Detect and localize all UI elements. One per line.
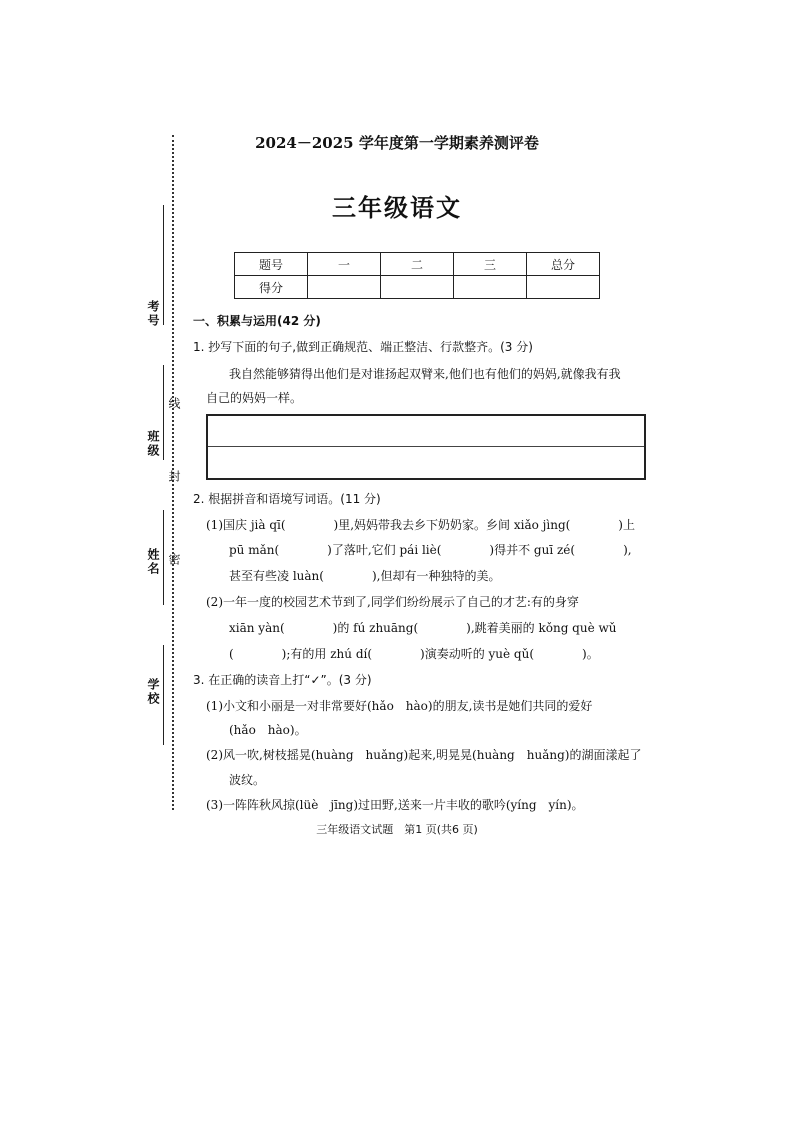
question-2-line: pū mǎn( )了落叶,它们 pái liè( )得并不 guī zé( ), — [229, 543, 632, 557]
margin-label-xingming: 姓名 — [146, 548, 160, 576]
score-table-header-row — [235, 253, 600, 276]
score-input-cell[interactable] — [454, 276, 527, 299]
banji-blank-line[interactable] — [163, 365, 164, 460]
kaohao-blank-line[interactable] — [163, 205, 164, 325]
question-1-prompt: 1. 抄写下面的句子,做到正确规范、端正整洁、行款整齐。(3 分) — [193, 340, 533, 354]
xuexiao-blank-line[interactable] — [163, 645, 164, 745]
question-3-line: 波纹。 — [229, 773, 266, 787]
question-1-text-line: 自己的妈妈一样。 — [206, 391, 303, 405]
question-2-line: ( );有的用 zhú dí( )演奏动听的 yuè qǔ( )。 — [229, 647, 599, 661]
copy-box-divider — [208, 446, 644, 447]
question-2-line: (2)一年一度的校园艺术节到了,同学们纷纷展示了自己的才艺:有的身穿 — [206, 595, 579, 609]
question-2-line: xiān yàn( )的 fú zhuāng( ),跳着美丽的 kǒng què wǔ — [229, 621, 617, 635]
exam-subtitle: 2024－2025 学年度第一学期素养测评卷 — [255, 134, 539, 152]
margin-label-xuexiao: 学校 — [146, 678, 160, 706]
score-table-cell: 一 — [308, 253, 381, 276]
score-table-cell: 三 — [454, 253, 527, 276]
score-input-cell[interactable] — [527, 276, 600, 299]
question-2-line: (1)国庆 jià qī( )里,妈妈带我去乡下奶奶家。乡间 xiǎo jìng( )上 — [206, 518, 635, 532]
margin-mark-feng: 封 — [167, 470, 181, 484]
copy-writing-box[interactable] — [206, 414, 646, 480]
question-3-prompt: 3. 在正确的读音上打“✓”。(3 分) — [193, 673, 372, 687]
margin-mark-xian: 线 — [167, 397, 181, 411]
exam-title: 三年级语文 — [332, 193, 462, 222]
page-footer: 三年级语文试题 第1 页(共6 页) — [316, 823, 478, 836]
question-2-line: 甚至有些凌 luàn( ),但却有一种独特的美。 — [229, 569, 501, 583]
xingming-blank-line[interactable] — [163, 510, 164, 605]
score-table-score-row — [235, 276, 600, 299]
question-3-line: (1)小文和小丽是一对非常要好(hǎo hào)的朋友,读书是她们共同的爱好 — [206, 699, 593, 713]
question-3-line: (hǎo hào)。 — [229, 723, 307, 737]
score-input-cell[interactable] — [381, 276, 454, 299]
section-heading: 一、积累与运用(42 分) — [193, 314, 321, 328]
question-3-line: (3)一阵阵秋风掠(lüè jīng)过田野,送来一片丰收的歌吟(yíng yín)。 — [206, 798, 584, 812]
question-3-line: (2)风一吹,树枝摇晃(huàng huǎng)起来,明晃晃(huàng huǎng)的湖面漾起了 — [206, 748, 642, 762]
question-1-text-line: 我自然能够猜得出他们是对谁扬起双臂来,他们也有他们的妈妈,就像我有我 — [229, 367, 621, 381]
question-2-prompt: 2. 根据拼音和语境写词语。(11 分) — [193, 492, 381, 506]
score-table-cell: 得分 — [235, 276, 308, 299]
score-table — [234, 252, 600, 299]
margin-mark-mi: 密 — [167, 553, 181, 567]
margin-label-banji: 班级 — [146, 430, 160, 458]
score-table-cell: 总分 — [527, 253, 600, 276]
margin-label-kaohao: 考号 — [146, 300, 160, 328]
score-table-cell: 题号 — [235, 253, 308, 276]
score-input-cell[interactable] — [308, 276, 381, 299]
score-table-cell: 二 — [381, 253, 454, 276]
